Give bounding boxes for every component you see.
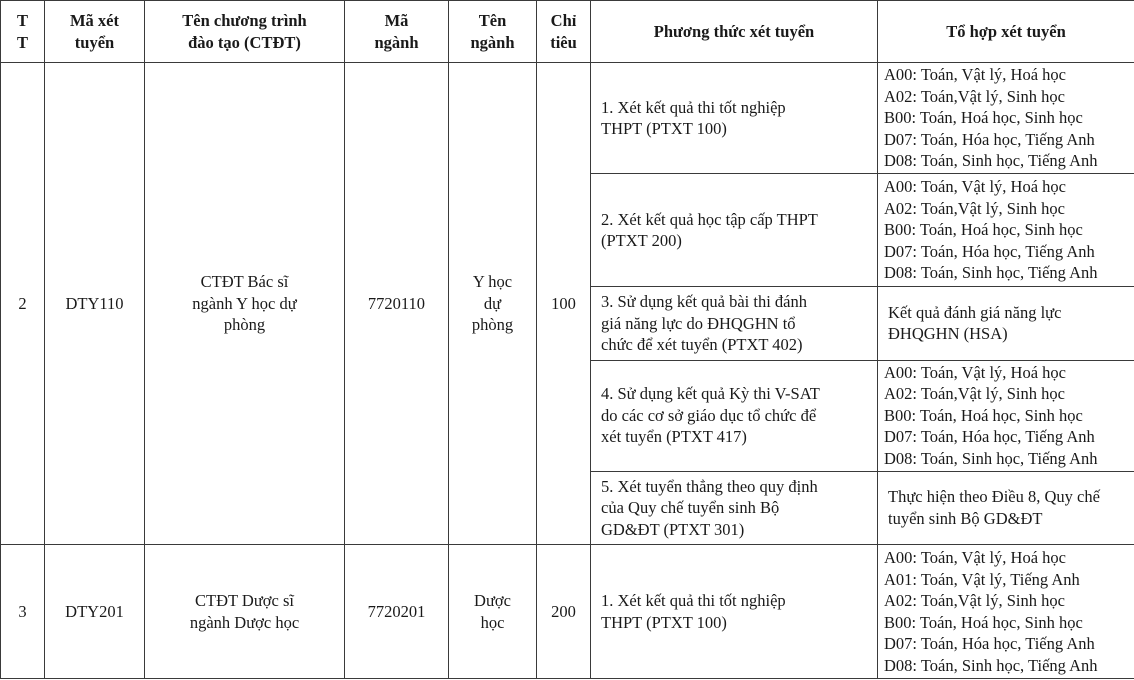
cell-tt: 2 <box>1 63 45 545</box>
cell-ma-nganh: 7720110 <box>345 63 449 545</box>
table-row <box>1 63 1134 174</box>
cell-ma-xet-tuyen: DTY201 <box>45 545 145 679</box>
header-phuong-thuc: Phương thức xét tuyển <box>591 1 878 63</box>
table-row <box>1 545 1134 679</box>
cell-method: 3. Sử dụng kết quả bài thi đánh giá năng lực do ĐHQGHN tổ chức để xét tuyển (PTXT 402) <box>591 287 878 361</box>
cell-method: 1. Xét kết quả thi tốt nghiệp THPT (PTXT 100) <box>591 63 878 174</box>
header-ten-chuong-trinh: Tên chương trình đào tạo (CTĐT) <box>145 1 345 63</box>
header-ma-xet-tuyen: Mã xét tuyển <box>45 1 145 63</box>
cell-method: 1. Xét kết quả thi tốt nghiệp THPT (PTXT 100) <box>591 545 878 679</box>
cell-ten-nganh: Y học dự phòng <box>449 63 537 545</box>
cell-method: 4. Sử dụng kết quả Kỳ thi V-SAT do các cơ sở giáo dục tổ chức để xét tuyển (PTXT 417) <box>591 360 878 471</box>
header-ma-nganh: Mã ngành <box>345 1 449 63</box>
cell-tt: 3 <box>1 545 45 679</box>
cell-chi-tieu: 100 <box>537 63 591 545</box>
cell-method: 5. Xét tuyển thẳng theo quy định của Quy chế tuyển sinh Bộ GD&ĐT (PTXT 301) <box>591 471 878 545</box>
header-chi-tieu: Chỉ tiêu <box>537 1 591 63</box>
cell-combos: A00: Toán, Vật lý, Hoá học A02: Toán,Vật lý, Sinh học B00: Toán, Hoá học, Sinh học D07: Toán, Hóa học, Tiếng Anh D08: Toán, Sinh học, Tiếng Anh <box>878 174 1134 287</box>
cell-ten-nganh: Dược học <box>449 545 537 679</box>
header-tt: T T <box>1 1 45 63</box>
cell-combos: Thực hiện theo Điều 8, Quy chế tuyển sinh Bộ GD&ĐT <box>878 471 1134 545</box>
header-ten-nganh: Tên ngành <box>449 1 537 63</box>
cell-combos: Kết quả đánh giá năng lực ĐHQGHN (HSA) <box>878 287 1134 361</box>
cell-combos: A00: Toán, Vật lý, Hoá học A01: Toán, Vật lý, Tiếng Anh A02: Toán,Vật lý, Sinh học B00: Toán, Hoá học, Sinh học D07: Toán, Hóa học, Tiếng Anh D08: Toán, Sinh học, Tiếng Anh <box>878 545 1134 679</box>
cell-chi-tieu: 200 <box>537 545 591 679</box>
header-row <box>1 1 1134 63</box>
cell-combos: A00: Toán, Vật lý, Hoá học A02: Toán,Vật lý, Sinh học B00: Toán, Hoá học, Sinh học D07: Toán, Hóa học, Tiếng Anh D08: Toán, Sinh học, Tiếng Anh <box>878 360 1134 471</box>
header-to-hop: Tổ hợp xét tuyển <box>878 1 1134 63</box>
cell-method: 2. Xét kết quả học tập cấp THPT (PTXT 200) <box>591 174 878 287</box>
cell-ma-nganh: 7720201 <box>345 545 449 679</box>
cell-ten-ctdt: CTĐT Dược sĩ ngành Dược học <box>145 545 345 679</box>
cell-ma-xet-tuyen: DTY110 <box>45 63 145 545</box>
cell-combos: A00: Toán, Vật lý, Hoá học A02: Toán,Vật lý, Sinh học B00: Toán, Hoá học, Sinh học D07: Toán, Hóa học, Tiếng Anh D08: Toán, Sinh học, Tiếng Anh <box>878 63 1134 174</box>
cell-ten-ctdt: CTĐT Bác sĩ ngành Y học dự phòng <box>145 63 345 545</box>
